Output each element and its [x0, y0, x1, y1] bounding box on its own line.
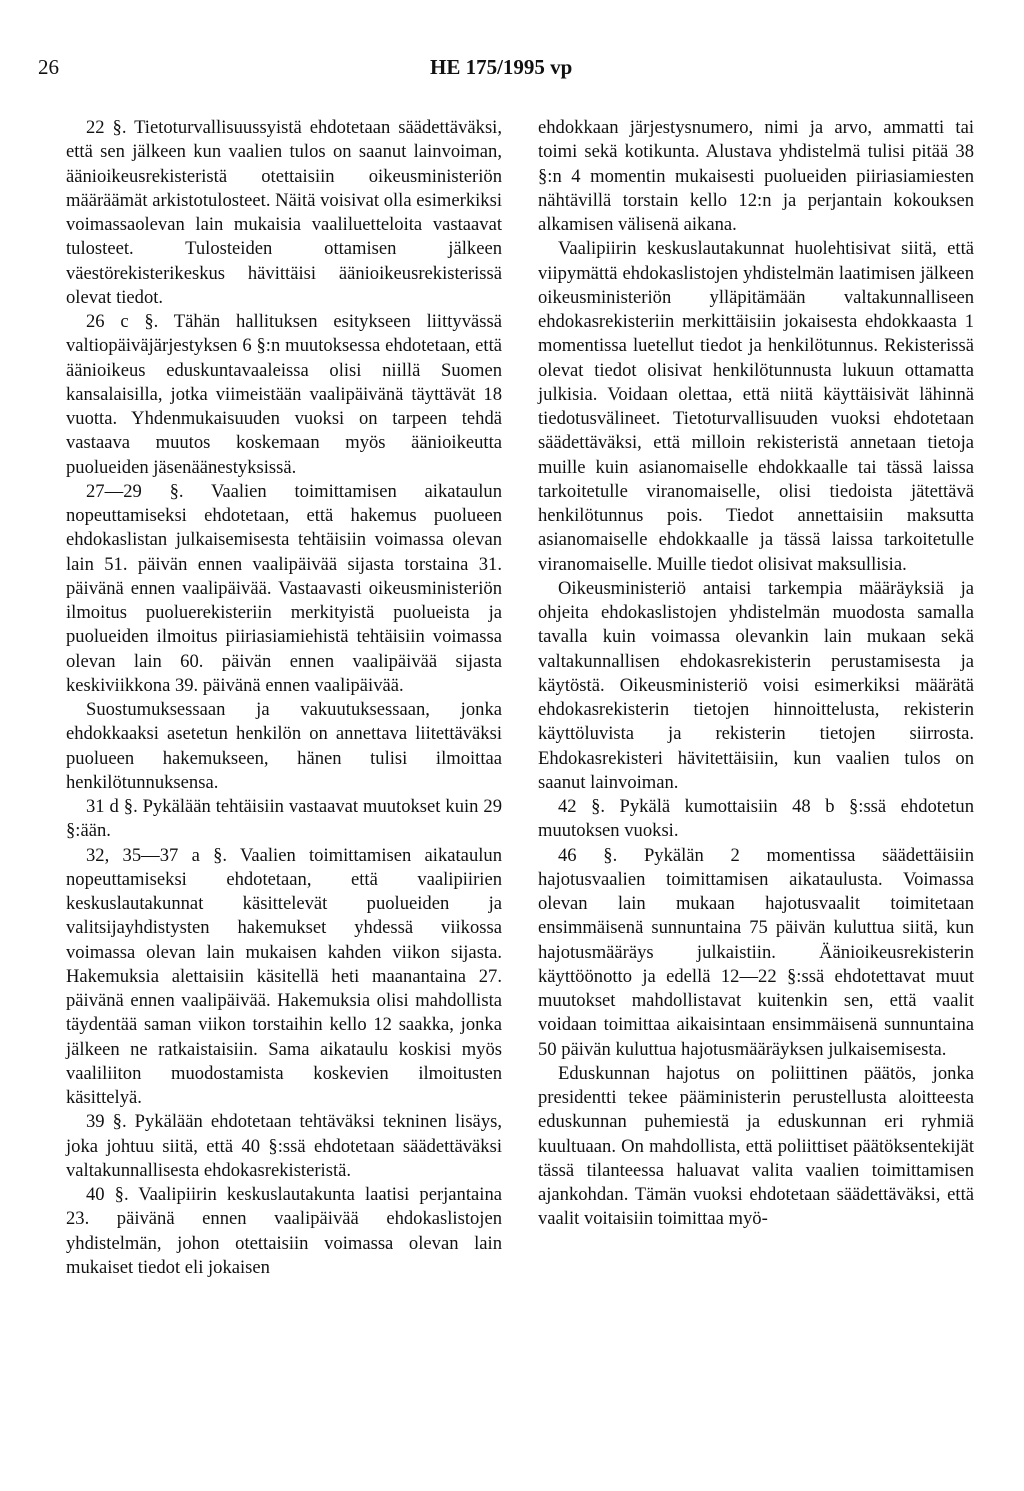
- left-column: [66, 116, 502, 1280]
- paragraph-46: 46 §. Pykälän 2 momentissa säädettäisiin hajotusvaalien toimittamisen aikataulusta. Voimassa olevan lain mukaan hajotusvaalit toimitetaan ensimmäisenä sunnuntaina 75 päivän kuluttua siitä, kun hajotusmääräys julkaistiin. Äänioikeusrekisterin käyttöönotto ja edellä 12—22 §:ssä ehdotettavat muut muutokset mahdollistavat kuitenkin sen, että vaalit voidaan toimittaa aikaisintaan ensimmäisenä sunnuntaina 50 päivän kuluttua hajotusmääräyksen julkaisemisesta.: [538, 844, 974, 1060]
- paragraph-keskuslautakunnat: Vaalipiirin keskuslautakunnat huolehtisivat siitä, että viipymättä ehdokaslistojen yhdistelmän laatimisen jälkeen oikeusministeriön ylläpitämään valtakunnalliseen ehdokasrekisteriin merkittäisiin jokaisesta ehdokkaasta 1 momentissa luetellut tiedot ja henkilötunnus. Rekisterissä olevat tiedot olisivat henkilötunnusta lukuun ottamatta julkisia. Voidaan olettaa, että niitä käyttäisivät lähinnä tiedotusvälineet. Tietoturvallisuuden vuoksi ehdotetaan säädettäväksi, että milloin rekisteristä annetaan tietoja muille kuin asianomaiselle ehdokkaalle tai tässä laissa tarkoitetulle viranomaiselle, olisi tiedoista jätettävä henkilötunnus pois. Tiedot annettaisiin maksutta asianomaiselle ehdokkaalle ja tässä laissa tarkoitetulle viranomaiselle. Muille tiedot olisivat maksullisia.: [538, 238, 974, 575]
- paragraph-suostumus: Suostumuksessaan ja vakuutuksessaan, jonka ehdokkaaksi asetetun henkilön on annettava liitettäväksi puolueen hakemukseen, hänen tulisi ilmoittaa henkilötunnuksensa.: [66, 699, 502, 793]
- paragraph-hajotus: Eduskunnan hajotus on poliittinen päätös, jonka presidentti tekee pääministerin perustellusta aloitteesta eduskunnan puhemiestä ja eduskunnan eri ryhmiä kuultuaan. On mahdollista, että poliittiset päätöksentekijät tässä tilanteessa haluavat valita vaalien toimittamisen ajankohdan. Tämän vuoksi ehdotetaan säädettäväksi, että vaalit voitaisiin toimittaa myö-: [538, 1062, 974, 1230]
- paragraph-oikeusministerio: Oikeusministeriö antaisi tarkempia määräyksiä ja ohjeita ehdokaslistojen yhdistelmän muodosta samalla tavalla kuin voimassa olevankin lain mukaan sekä valtakunnallisen ehdokasrekisterin perustamisesta ja käytöstä. Oikeusministeriö voisi esimerkiksi määrätä ehdokasrekisterin tietojen hinnoittelusta, rekisterin käyttöluvista ja rekisterin tietojen siirrosta. Ehdokasrekisteri hävitettäisiin, kun vaalien tulos on saanut lainvoiman.: [538, 577, 974, 793]
- paragraph-39: 39 §. Pykälään ehdotetaan tehtäväksi tekninen lisäys, joka johtuu siitä, että 40 §:ssä ehdotetaan säädettäväksi valtakunnallisesta ehdokasrekisteristä.: [66, 1111, 502, 1181]
- right-column: [538, 116, 974, 1232]
- paragraph-42: 42 §. Pykälä kumottaisiin 48 b §:ssä ehdotetun muutoksen vuoksi.: [538, 796, 974, 842]
- paragraph-32-37a: 32, 35—37 a §. Vaalien toimittamisen aikataulun nopeuttamiseksi ehdotetaan, että vaalipiirien keskuslautakunnat käsittelevät puolueiden ja valitsijayhdistysten hakemukset yhdessä viikossa voimassa olevan lain mukaisen kahden viikon sijasta. Hakemuksia alettaisiin käsitellä heti maanantaina 27. päivänä ennen vaalipäivää. Hakemuksia olisi mahdollista täydentää saman viikon torstaihin kello 12 saakka, jonka jälkeen ne ratkaistaisiin. Sama aikataulu koskisi myös vaaliliiton muodostamista koskevien ilmoitusten käsittelyä.: [66, 844, 502, 1108]
- paragraph-31d: 31 d §. Pykälään tehtäisiin vastaavat muutokset kuin 29 §:ään.: [66, 796, 502, 842]
- paragraph-27-29: 27—29 §. Vaalien toimittamisen aikataulun nopeuttamiseksi ehdotetaan, että hakemus puolueen ehdokaslistan julkaisemisesta tehtäisiin voimassa olevan lain 51. päivän ennen vaalipäivää sijasta torstaina 31. päivänä ennen vaalipäivää. Vastaavasti oikeusministeriön ilmoitus puoluerekisteriin merkityistä puolueista ja puolueiden ilmoitus piiriasiamiehistä tehtäisiin voimassa olevan lain 60. päivän ennen vaalipäivää sijasta keskiviikkona 39. päivänä ennen vaalipäivää.: [66, 480, 502, 696]
- document-id: HE 175/1995 vp: [430, 55, 573, 79]
- paragraph-40-continuation: ehdokkaan järjestysnumero, nimi ja arvo, ammatti tai toimi sekä kotikunta. Alustava yhdistelmä tulisi pitää 38 §:n 4 momentin mukaisesti puolueiden piiriasiamiesten nähtävillä torstain kello 12:n ja perjantain kokouksen alkamisen välisenä aikana.: [538, 117, 974, 235]
- paragraph-40: 40 §. Vaalipiirin keskuslautakunta laatisi perjantaina 23. päivänä ennen vaalipäivää ehdokaslistojen yhdistelmän, johon otettaisiin voimassa olevan lain mukaiset tiedot eli jokaisen: [66, 1184, 502, 1278]
- paragraph-22: 22 §. Tietoturvallisuussyistä ehdotetaan säädettäväksi, että sen jälkeen kun vaalien tulos on saanut lainvoiman, äänioikeusrekisteristä otettaisiin oikeusministeriön määräämät arkistotulosteet. Näitä voisivat olla esimerkiksi voimassaolevan lain mukaisia vaaliluetteloita vastaavat tulosteet. Tulosteiden ottamisen jälkeen väestörekisterikeskus hävittäisi äänioikeusrekisterissä olevat tiedot.: [66, 117, 502, 308]
- page-number: 26: [38, 55, 59, 79]
- paragraph-26c: 26 c §. Tähän hallituksen esitykseen liittyvässä valtiopäiväjärjestyksen 6 §:n muutoksessa ehdotetaan, että äänioikeus eduskuntavaaleissa olisi niillä Suomen kansalaisilla, jotka viimeistään vaalipäivänä täyttävät 18 vuotta. Yhdenmukaisuuden vuoksi on tarpeen tehdä vastaava muutos koskemaan myös äänioikeutta puolueiden jäsenäänestyksissä.: [66, 311, 502, 478]
